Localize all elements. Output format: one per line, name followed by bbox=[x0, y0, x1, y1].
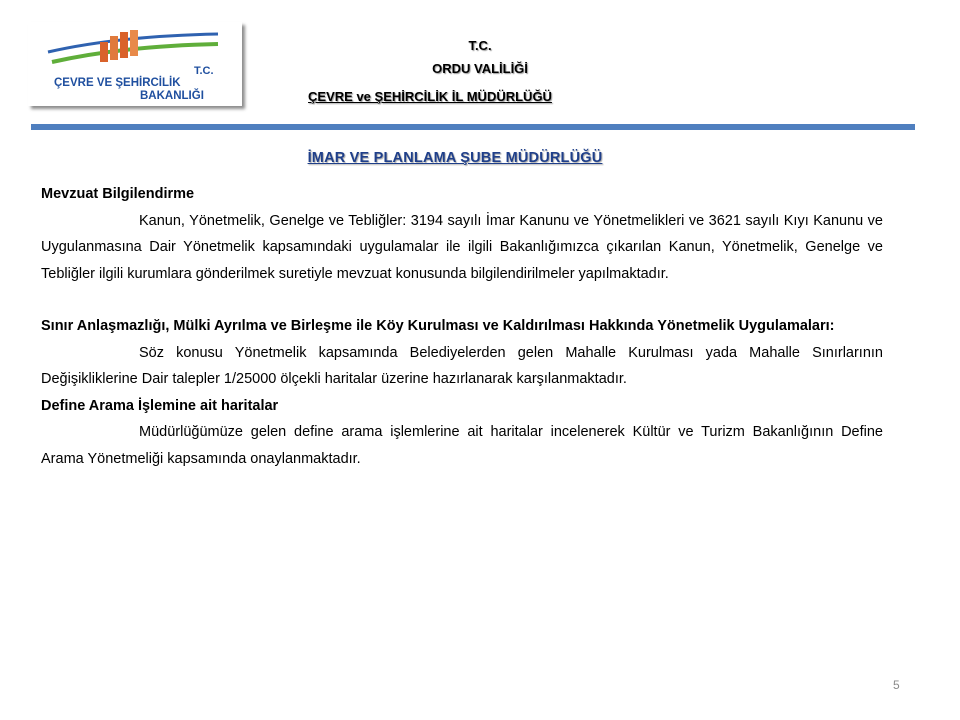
header-line-tc: T.C. bbox=[468, 38, 492, 53]
section-paragraph: Müdürlüğümüze gelen define arama işlemlerine ait haritalar incelenerek Kültür ve Turizm Bakanlığının Define Arama Yönetmeliği kapsamında onaylanmaktadır. bbox=[41, 424, 883, 467]
section-spacer bbox=[41, 287, 883, 313]
section-heading: Mevzuat Bilgilendirme bbox=[41, 186, 195, 202]
section-heading: Define Arama İşlemine ait haritalar bbox=[41, 397, 279, 414]
logo-ministry-text-2: BAKANLIĞI bbox=[140, 90, 204, 102]
section-paragraph: Kanun, Yönetmelik, Genelge ve Tebliğler: 3194 sayılı İmar Kanunu ve Yönetmelikleri ve 3621 sayılı Kıyı Kanunu ve Uygulanmasına Dair Yönetmelik kapsamındaki uygulamalar ile ilgili Bakanlığımızca çıkarılan Kanun, Yönetmelik, Genelge ve Tebliğler ilgili kurumlara gönderilmek suretiyle mevzuat konusunda bilgilendirilmeler yapılmaktadır. bbox=[41, 212, 883, 282]
section-paragraph: Söz konusu Yönetmelik kapsamında Belediyelerden gelen Mahalle Kurulması yada Mahalle Sınırlarının Değişikliklerine Dair talepler 1/25000 ölçekli haritalar üzerine hazırlanarak karşılanmaktadır. bbox=[41, 344, 883, 387]
header-line-governorship: ORDU VALİLİĞİ bbox=[432, 61, 528, 76]
content-body bbox=[41, 181, 883, 472]
logo-tc-text: T.C. bbox=[194, 65, 214, 77]
header-divider bbox=[31, 124, 915, 130]
page-number: 5 bbox=[893, 678, 900, 692]
logo-ministry-text: ÇEVRE VE ŞEHİRCİLİK bbox=[54, 77, 181, 89]
section-heading: Sınır Anlaşmazlığı, Mülki Ayrılma ve Birleşme ile Köy Kurulması ve Kaldırılması Hakkında Yönetmelik Uygulamaları: bbox=[41, 318, 835, 334]
header-line-directorate: ÇEVRE ve ŞEHİRCİLİK İL MÜDÜRLÜĞÜ bbox=[308, 89, 552, 104]
department-title: İMAR VE PLANLAMA ŞUBE MÜDÜRLÜĞÜ bbox=[307, 150, 603, 166]
